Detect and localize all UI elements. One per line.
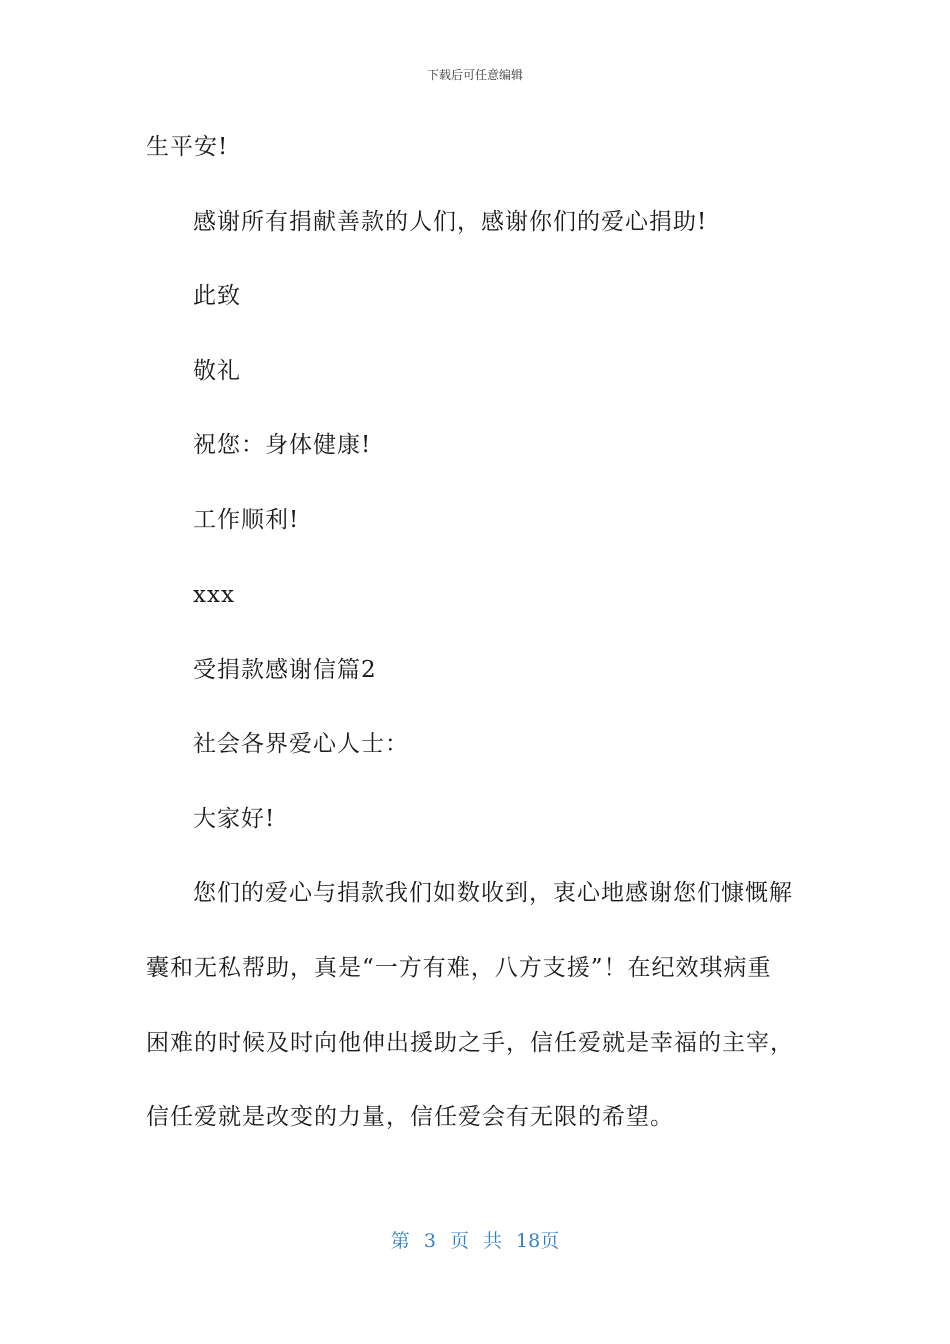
text-line: 敬礼	[193, 358, 241, 384]
text-line: xxx	[193, 582, 235, 608]
text-line: 此致	[193, 283, 241, 309]
text-line: 工作顺利!	[193, 507, 300, 533]
salutation: 社会各界爱心人士：	[193, 731, 409, 757]
text-line: 生平安!	[146, 134, 229, 160]
section-title: 受捐款感谢信篇2	[193, 657, 377, 683]
greeting: 大家好!	[193, 806, 276, 832]
paragraph-line: 囊和无私帮助，真是“一方有难，八方支援”！在纪效琪病重	[146, 955, 772, 981]
paragraph-line: 信任爱就是改变的力量，信任爱会有无限的希望。	[146, 1104, 674, 1130]
paragraph-line: 您们的爱心与捐款我们如数收到，衷心地感谢您们慷慨解	[193, 880, 793, 906]
paragraph-line: 困难的时候及时向他伸出援助之手，信任爱就是幸福的主宰，	[146, 1030, 794, 1056]
text-line: 感谢所有捐献善款的人们，感谢你们的爱心捐助!	[193, 209, 708, 235]
page-header-note: 下载后可任意编辑	[426, 68, 523, 82]
page-number: 第 3 页 共 18页	[390, 1230, 560, 1252]
text-line: 祝您：身体健康!	[193, 432, 372, 458]
